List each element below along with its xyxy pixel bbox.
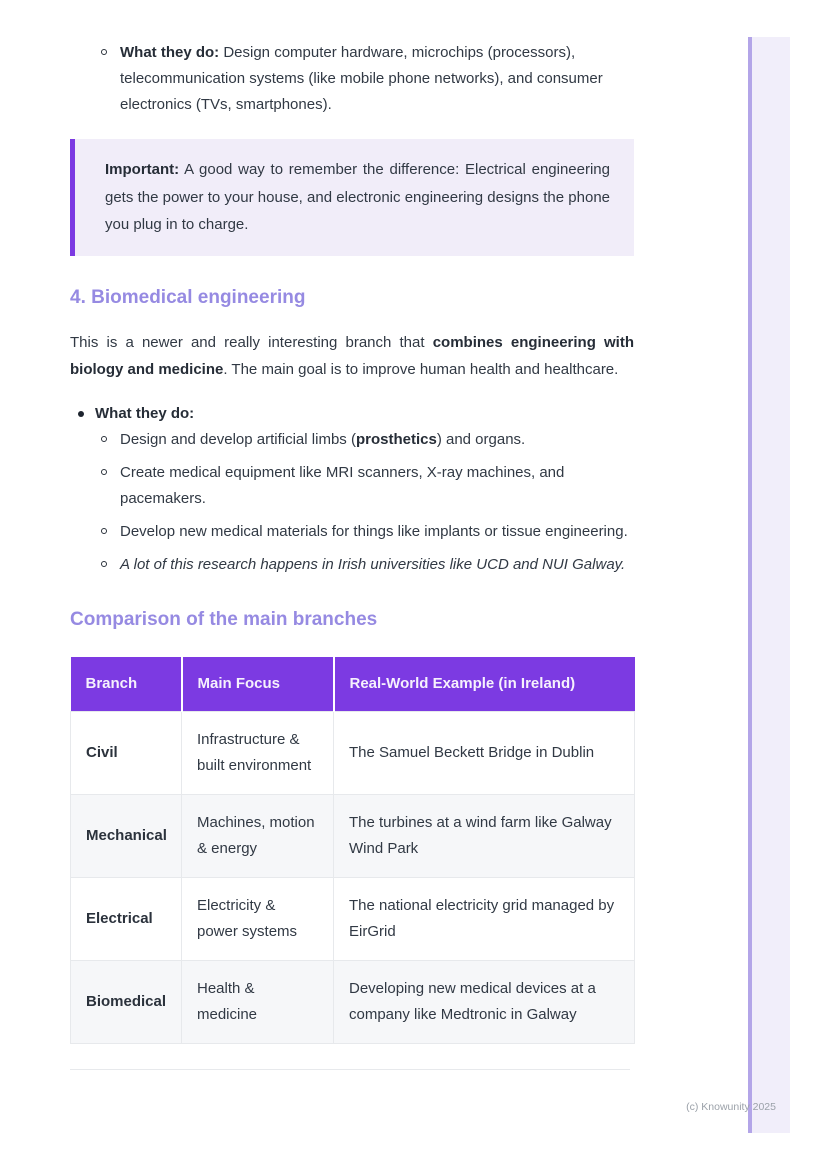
table-header-row [71,657,635,712]
branch-cell: Civil [71,711,182,794]
example-cell: The national electricity grid managed by EirGrid [334,877,635,960]
biomedical-intro-paragraph [70,329,634,383]
example-cell: The Samuel Beckett Bridge in Dublin [334,711,635,794]
branch-cell: Biomedical [71,960,182,1043]
comparison-table [70,657,635,1044]
callout-text: A good way to remember the difference: Electrical engineering gets the power to your house, and electronic engineering designs the phone you plug in to charge. [105,161,610,233]
callout-label: Important: [105,161,180,178]
table-row [71,960,635,1043]
right-page-edge-bar [748,37,790,1133]
section-heading-comparison: Comparison of the main branches [70,608,378,630]
example-cell: Developing new medical devices at a company like Medtronic in Galway [334,960,635,1043]
circle-bullet-icon [101,469,107,475]
list-item-text: ) and organs. [436,430,526,448]
section-heading-biomedical: 4. Biomedical engineering [70,286,306,308]
footer-divider [70,1069,630,1070]
focus-cell: Health & medicine [182,960,334,1043]
circle-bullet-icon [101,561,107,567]
list-item [70,552,634,578]
column-header-example: Real-World Example (in Ireland) [334,657,635,712]
list-item-text: Develop new medical materials for things like implants or tissue engineering. [120,522,628,540]
list-item-text: Create medical equipment like MRI scanners, X-ray machines, and pacemakers. [120,463,565,507]
example-cell: The turbines at a wind farm like Galway Wind Park [334,794,635,877]
list-item-italic-text: A lot of this research happens in Irish universities like UCD and NUI Galway. [120,555,626,573]
electronic-engineering-list [70,40,634,118]
list-item-bold-text: prosthetics [355,430,437,448]
list-item-label: What they do: [120,44,220,61]
focus-cell: Infrastructure & built environment [182,711,334,794]
list-item [70,519,634,545]
list-item-text: Design and develop artificial limbs ( [120,430,356,448]
list-item-text: Design computer hardware, microchips (processors), telecommunication systems (like mobile phone networks), and consumer electronics (TVs, smartphones). [120,44,603,113]
branch-cell: Electrical [71,877,182,960]
column-header-focus: Main Focus [182,657,334,712]
paragraph-bold-text: combines engineering with biology and medicine [70,333,635,378]
focus-cell: Machines, motion & energy [182,794,334,877]
focus-cell: Electricity & power systems [182,877,334,960]
circle-bullet-icon [101,49,107,55]
list-item [70,460,634,512]
circle-bullet-icon [101,436,107,442]
list-item-label: What they do: [95,404,195,422]
copyright-footer: (c) Knowunity 2025 [686,1101,776,1113]
paragraph-text: . The main goal is to improve human health and healthcare. [223,360,619,378]
column-header-branch: Branch [71,657,182,712]
biomedical-list [70,401,634,578]
table-row [71,711,635,794]
table-row [71,794,635,877]
important-callout [70,139,634,256]
paragraph-text: This is a newer and really interesting branch that [70,333,425,351]
table-row [71,877,635,960]
disc-bullet-icon [78,411,84,417]
circle-bullet-icon [101,528,107,534]
list-item [70,401,634,427]
branch-cell: Mechanical [71,794,182,877]
list-item [70,40,634,118]
document-content [70,0,634,1070]
list-item [70,427,634,453]
